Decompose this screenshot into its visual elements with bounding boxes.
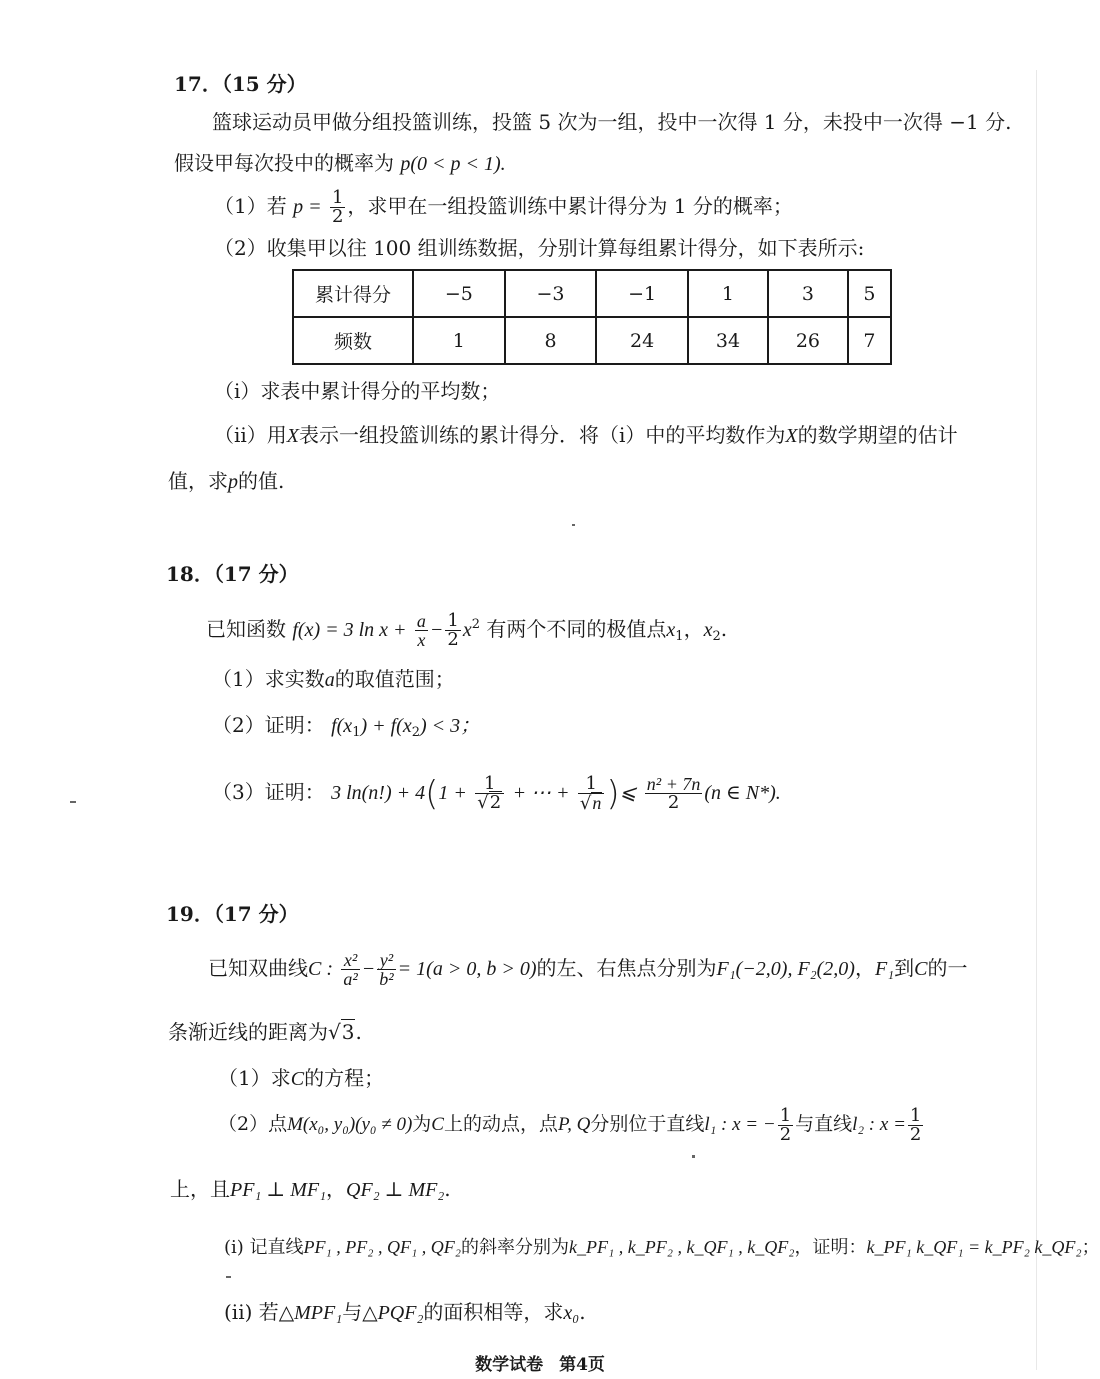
q18-math: x [703,619,713,641]
table-cell: 24 [596,317,688,364]
q18-text: 有两个不同的极值点 [486,617,667,641]
table-cell: −5 [413,270,505,317]
q18-text: 已知函数 [206,617,286,641]
q19-text: 上，且 [170,1177,230,1201]
q19-text: 已知双曲线 [208,956,308,980]
q19-text: （1）求 [218,1066,291,1090]
table-cell: −3 [505,270,597,317]
q19-math: l₁ : x = − [704,1114,776,1135]
q19-text: 分别位于直线 [590,1113,705,1135]
table-cell: 26 [768,317,848,364]
q19-math: C [431,1114,444,1135]
q17-paragraph-1: 篮球运动员甲做分组投篮训练，投篮 5 次为一组，投中一次得 1 分，未投中一次得 −1 分. [212,110,1012,134]
q18-fraction [578,772,604,814]
table-row [293,270,891,317]
fraction-numerator: 1 [447,610,459,631]
q18-math: + ⋯ + [512,782,570,804]
q19-text: . [444,1177,451,1201]
table-cell: 3 [768,270,848,317]
fraction-numerator: n² + 7n [646,774,701,794]
fraction-denominator: 2 [779,1123,792,1145]
q18-math: ⩽ [619,782,637,804]
scan-mark [572,524,575,526]
table-cell: 7 [848,317,891,364]
table-header-frequency: 频数 [293,317,413,364]
q19-text: 的方程； [304,1066,385,1090]
sqrt-sign: √n [579,792,602,814]
q17-ii-text: （ii）用 [214,423,287,447]
fraction-numerator: 1 [909,1104,922,1126]
q19-math: k_PF₁ k_QF₁ = k_PF₂ k_QF₂ [866,1237,1082,1257]
q18-math: x [666,619,676,641]
q19-fraction [377,951,395,988]
q18-fraction [445,612,460,649]
q17-s1-fraction [330,189,345,226]
q19-text: ； [1081,1237,1100,1258]
q19-sub-2-cont [170,1175,451,1204]
q18-math: ) + f(x [360,715,412,737]
q18-text: （1）求实数 [212,667,325,691]
q19-text: 的一 [927,956,968,980]
q17-sub-i: （i）求表中累计得分的平均数； [214,379,501,403]
fraction-denominator: 2 [331,206,344,227]
q18-math: f(x) = 3 ln x + [292,619,407,641]
scan-edge-line [1036,70,1037,1370]
q18-sub-1 [212,665,455,694]
q19-math: P, Q [558,1114,591,1135]
q19-math: QF₂ ⊥ MF₂ [346,1179,445,1201]
table-row [293,317,891,364]
q19-fraction [778,1104,793,1145]
q19-math: C [914,958,928,980]
q19-text: 的左、右焦点分别为 [536,956,717,980]
q19-sub-i [224,1233,1100,1262]
q18-math: 3 ln(n!) + 4 [331,782,426,804]
q17-ii-text: 的值. [238,469,285,493]
q19-math: − [361,958,376,980]
fraction-denominator: 2 [447,629,459,650]
q19-math: = 1(a > 0, b > 0) [397,958,537,980]
footer-page-number: 第4页 [559,1355,605,1375]
scan-mark [692,1155,695,1158]
q18-math: x [462,619,472,641]
q19-text: . [579,1300,586,1324]
fraction-numerator: y² [377,951,395,970]
fraction-numerator: 1 [475,775,504,794]
q18-title: 18．（17 分） [166,562,299,586]
fraction-numerator: 1 [578,775,604,794]
q19-math: k_PF₁ , k_PF₂ , k_QF₁ , k_QF₂ [569,1237,795,1257]
q19-math: PF₁ , PF₂ , QF₁ , QF₂ [303,1237,462,1257]
q19-text: 的面积相等，求 [423,1300,564,1324]
q18-sub-2 [212,711,480,747]
q18-subscript: 2 [411,725,420,740]
q17-ii-text: 值，求 [168,469,228,493]
q19-sub-1 [218,1064,384,1093]
q19-sub-2 [218,1102,925,1147]
q17-sub-ii [214,421,958,450]
table-cell: 5 [848,270,891,317]
score-frequency-table [292,269,892,365]
table-cell: 34 [688,317,768,364]
q17-sub-2: （2）收集甲以往 100 组训练数据，分别计算每组累计得分，如下表所示: [214,236,865,260]
q18-math: (n ∈ N*). [704,782,781,804]
q19-math: x₀ [563,1302,580,1324]
q18-text: ， [683,617,704,641]
q19-text: 与直线 [795,1113,853,1135]
q18-math: 1 + [438,782,467,804]
q19-paragraph-1 [208,946,967,991]
q17-sub-1 [214,188,793,226]
q19-text: ，证明： [794,1237,867,1258]
q18-text: （2）证明： [212,713,325,737]
q17-s1-label: （1）若 [214,194,287,218]
q17-ii-text: 的数学期望的估计 [797,423,958,447]
q19-text: 到 [894,956,915,980]
q18-sub-3 [212,764,781,822]
fraction-denominator: b² [379,969,394,989]
q19-math: C [290,1068,305,1090]
q19-title: 19．（17 分） [166,902,299,926]
fraction-denominator: x [417,630,426,650]
sqrt-sign: √3 [328,1020,355,1044]
q19-math: C : [308,958,333,980]
q18-math: ) < 3； [420,715,481,737]
q17-p2-var: p [400,153,411,175]
fraction-denominator: 2 [667,792,680,813]
q19-math: M(x₀, y₀)(y₀ ≠ 0) [287,1114,413,1135]
table-cell: 1 [413,317,505,364]
table-cell: −1 [596,270,688,317]
q17-p2-range: (0 < p < 1). [410,153,506,175]
q17-s1-var: p = [293,196,322,218]
footer-subject: 数学试卷 [475,1355,544,1375]
table-header-score: 累计得分 [293,270,413,317]
q17-p2-text: 假设甲每次投中的概率为 [174,151,394,175]
q19-text: 为 [412,1113,432,1135]
q19-paragraph-2 [168,1018,362,1046]
q19-math: l₂ : x = [852,1114,906,1135]
table-cell: 1 [688,270,768,317]
q19-text: (ii) 若 [224,1300,279,1324]
q18-math: a [324,669,335,691]
q17-ii-var: X [286,425,300,447]
q18-math: − [429,619,444,641]
q18-subscript: 1 [675,629,684,644]
radicand: 3 [341,1020,355,1044]
q19-text: （2）点 [218,1113,288,1135]
q19-fraction [908,1104,923,1145]
q18-fraction [645,775,703,812]
q19-text: (i) 记直线 [224,1237,304,1258]
q19-text: 的斜率分别为 [461,1237,570,1258]
q19-sub-ii [224,1298,586,1327]
sqrt-sign: √2 [477,792,502,813]
q19-text: ， [326,1177,347,1201]
q19-text: 上的动点，点 [443,1113,558,1135]
q19-text: . [355,1020,362,1044]
q18-fraction [415,612,428,649]
q18-text: （3）证明： [212,780,325,804]
q18-subscript: 1 [352,725,361,740]
scan-mark [226,1276,231,1278]
table-cell: 8 [505,317,597,364]
q19-math: PF₁ ⊥ MF₁ [230,1179,327,1201]
q18-paragraph-1 [206,605,727,657]
q17-title: 17．（15 分） [174,72,307,96]
q19-fraction [341,951,359,988]
fraction-denominator: 2 [909,1123,922,1145]
q18-math: f(x [331,715,353,737]
q18-subscript: 2 [712,629,721,644]
fraction-numerator: a [416,611,426,631]
q17-sub-ii-cont [168,467,284,496]
right-paren: ) [606,774,620,814]
q17-ii-text: 表示一组投篮训练的累计得分．将（i）中的平均数作为 [299,423,786,447]
radicand: n [592,792,602,813]
fraction-numerator: 1 [779,1104,792,1126]
q19-math: △MPF₁ [278,1302,343,1324]
q19-math: △PQF₂ [362,1302,424,1324]
q17-ii-var: X [785,425,798,447]
left-paren: ( [425,774,439,814]
fraction-numerator: x² [341,951,359,970]
radicand: 2 [489,792,502,813]
q19-text: 条渐近线的距离为 [168,1020,328,1044]
q18-text: . [720,617,728,641]
fraction-numerator: 1 [331,187,344,208]
page-footer [0,1350,1080,1375]
q17-s1-text: ，求甲在一组投篮训练中累计得分为 1 分的概率； [347,194,793,218]
q19-math: F₁ [874,958,895,980]
scan-mark [70,801,76,803]
q19-text: 与 [342,1300,363,1324]
q17-paragraph-2 [174,149,506,178]
q18-exponent: 2 [471,617,481,632]
q17-ii-var: p [228,471,238,493]
q19-math: F₁(−2,0), F₂(2,0) [716,958,855,980]
q18-text: 的取值范围； [334,667,455,691]
q19-text: ， [854,956,875,980]
q18-fraction [475,775,504,812]
fraction-denominator: a² [343,969,358,989]
